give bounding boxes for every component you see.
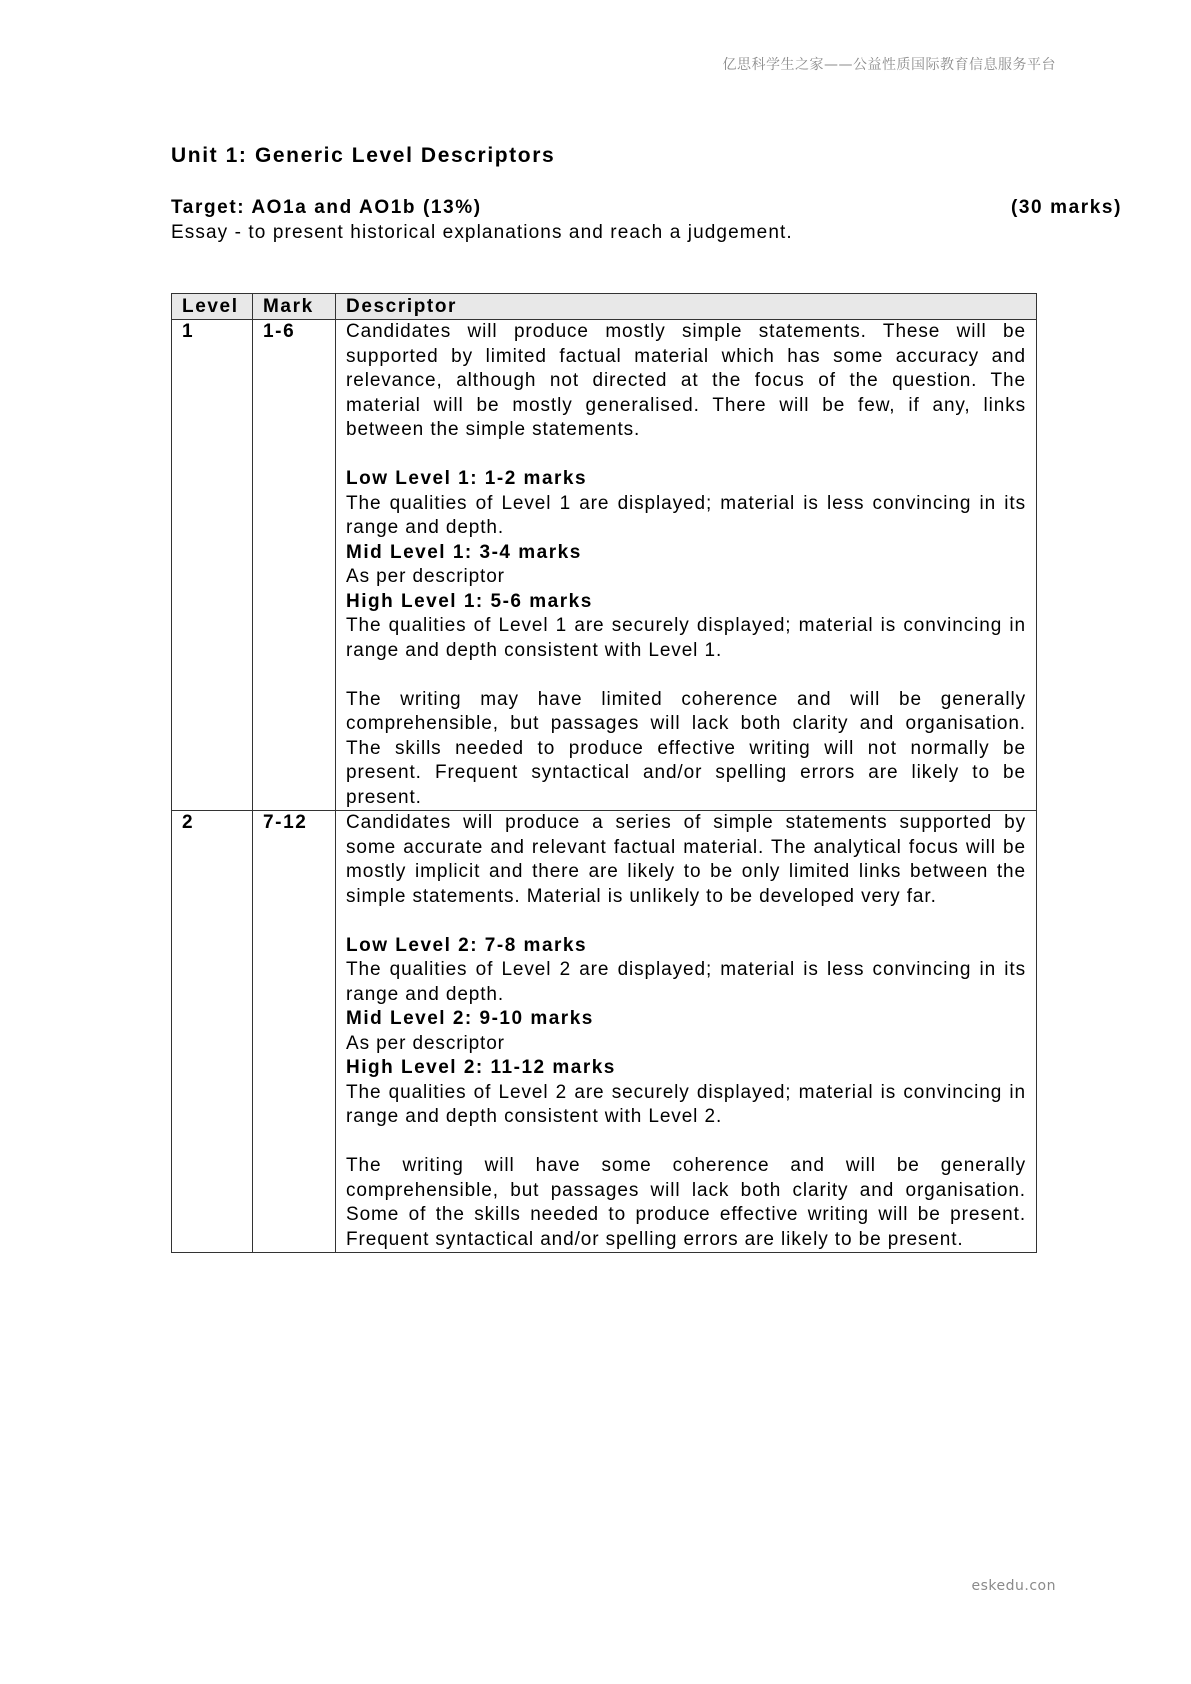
mid-band-heading: Mid Level 2: 9-10 marks [346, 1008, 594, 1029]
level-cell: 2 [172, 811, 253, 1253]
column-header-descriptor: Descriptor [336, 294, 1037, 320]
mid-band-text: As per descriptor [346, 1032, 505, 1054]
footer-site-text: eskedu.con [971, 1578, 1056, 1594]
mark-cell: 1-6 [253, 320, 336, 811]
low-band-heading: Low Level 1: 1-2 marks [346, 468, 588, 489]
low-band-heading: Low Level 2: 7-8 marks [346, 934, 588, 956]
mid-band-heading: Mid Level 1: 3-4 marks [346, 541, 582, 563]
descriptor-cell [336, 811, 1037, 1253]
target-line [171, 197, 1122, 219]
mid-band-text: As per descriptor [346, 566, 505, 587]
low-band-text: The qualities of Level 1 are displayed; material is less convincing in its range and depth. [346, 492, 1026, 538]
table-row [172, 320, 1037, 811]
target-label: Target: AO1a and AO1b (13%) [171, 197, 482, 218]
total-marks: (30 marks) [1010, 197, 1122, 218]
table-row [172, 811, 1037, 1253]
page-title: Unit 1: Generic Level Descriptors [171, 144, 556, 167]
low-band-text: The qualities of Level 2 are displayed; material is less convincing in its range and depth. [346, 959, 1026, 1005]
writing-quality-text: The writing may have limited coherence and will be generally comprehensible, but passages will lack both clarity and organisation. The skills needed to produce effective writing will not normally be present. Frequent syntactical and/or spelling errors are likely to be present. [346, 688, 1026, 808]
header-watermark: 亿思科学生之家——公益性质国际教育信息服务平台 [722, 57, 1056, 73]
descriptor-intro: Candidates will produce mostly simple statements. These will be supported by limited factual material which has some accuracy and relevance, although not directed at the focus of the question. The material will be mostly generalised. There will be few, if any, links between the simple statements. [346, 321, 1026, 440]
descriptor-intro: Candidates will produce a series of simple statements supported by some accurate and relevant factual material. The analytical focus will be mostly implicit and there are likely to be only limited links between the simple statements. Material is unlikely to be developed very far. [346, 812, 1026, 907]
subtitle: Essay - to present historical explanations and reach a judgement. [171, 222, 793, 243]
level-descriptor-table [171, 293, 1037, 1253]
high-band-heading: High Level 1: 5-6 marks [346, 590, 593, 612]
descriptor-cell [336, 320, 1037, 811]
high-band-text: The qualities of Level 2 are securely displayed; material is convincing in range and depth consistent with Level 2. [346, 1081, 1026, 1127]
writing-quality-text: The writing will have some coherence and will be generally comprehensible, but passages will lack both clarity and organisation. Some of the skills needed to produce effective writing will be present. Frequent syntactical and/or spelling errors are likely to be present. [346, 1155, 1026, 1250]
mark-cell: 7-12 [253, 811, 336, 1253]
high-band-text: The qualities of Level 1 are securely displayed; material is convincing in range and depth consistent with Level 1. [346, 615, 1026, 661]
column-header-mark: Mark [253, 294, 336, 320]
high-band-heading: High Level 2: 11-12 marks [346, 1057, 616, 1078]
table-header-row [172, 294, 1037, 320]
column-header-level: Level [172, 294, 253, 320]
level-cell: 1 [172, 320, 253, 811]
